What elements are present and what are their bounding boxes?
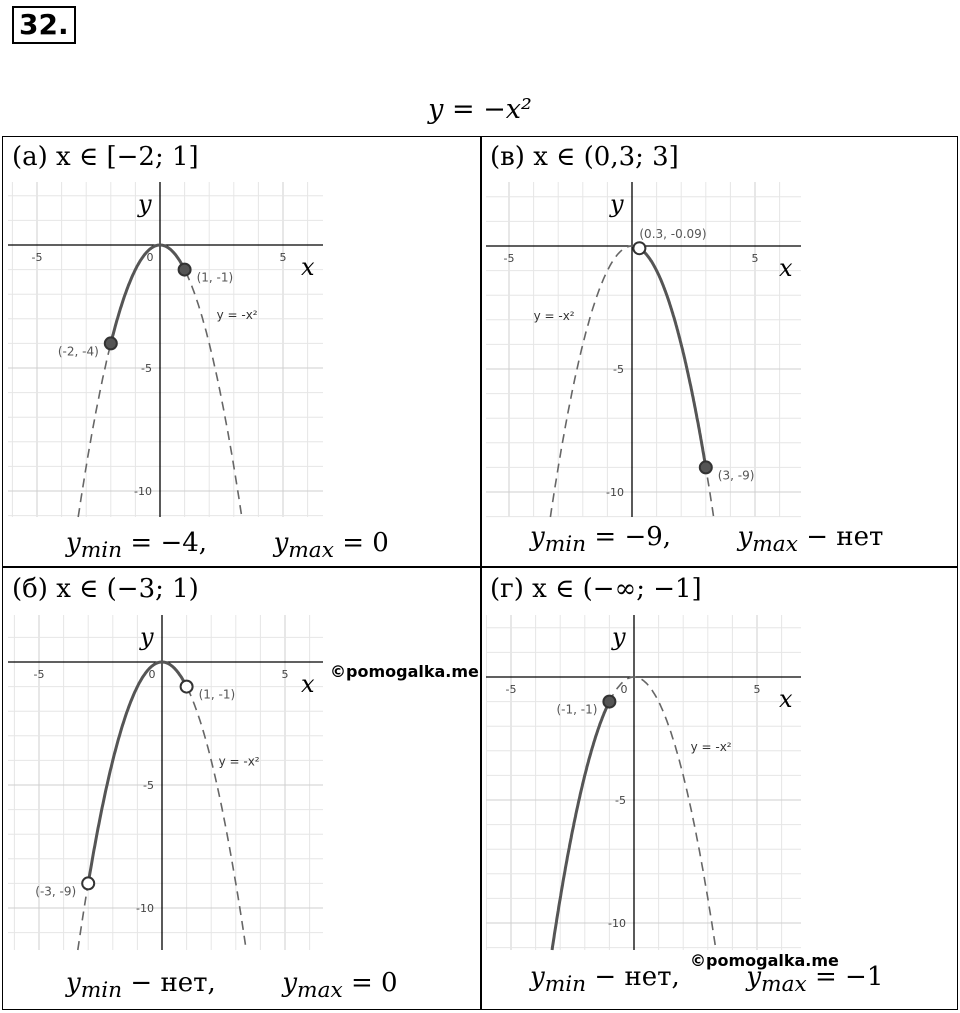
curve-solid [639,248,705,467]
tick-label: -5 [503,252,515,265]
point-marker [700,461,712,473]
ymax-subscript: max [297,978,343,1004]
x-axis-label: x [779,685,793,713]
panel-v-result [530,522,883,557]
point-marker [633,242,645,254]
ymax-subscript: max [752,532,798,558]
ymax-subscript: max [761,972,807,998]
tick-label: -5 [143,779,154,792]
point-marker [179,264,191,276]
tick-label: -5 [613,363,624,376]
graph-panel-b [8,615,328,955]
panel-g-label: (г) x ∈ (−∞; −1] [490,574,702,604]
curve-label: y = -x² [216,307,258,322]
ymin-value: = −4, [122,528,208,558]
panel-v-label: (в) x ∈ (0,3; 3] [490,142,679,172]
curve-label: y = -x² [218,754,260,769]
ymin-subscript: min [80,538,123,564]
ymin-symbol: y [66,528,81,558]
tick-label: 0 [146,251,154,264]
x-axis-label: x [301,670,315,698]
y-axis-label: y [138,190,152,218]
ymax-value: = 0 [342,968,398,998]
graph-panel-g [486,615,806,955]
ymin-value: = −9, [586,522,672,552]
ymin-symbol: y [66,968,81,998]
ymin-subscript: min [544,532,587,558]
y-axis-label: y [612,623,626,651]
tick-label: -10 [608,917,626,930]
graph-panel-a [8,182,328,522]
point-label: (-2, -4) [57,344,99,359]
tick-label: -5 [141,362,152,375]
watermark: ©pomogalka.me [330,662,479,681]
tick-label: 5 [751,252,759,265]
ymin-value: − нет, [586,962,680,992]
graph-panel-v [486,182,806,522]
tick-label: -10 [606,486,624,499]
tick-label: 0 [148,668,156,681]
point-marker [82,877,94,889]
ymax-symbol: y [282,968,298,998]
tick-label: -5 [505,683,517,696]
tick-label: 0 [620,683,628,696]
curve-label: y = -x² [533,308,575,323]
x-axis-label: x [779,254,793,282]
ymin-subscript: min [544,972,587,998]
horizontal-divider [2,566,958,568]
function-title: y = −x² [428,94,532,125]
x-axis-label: x [301,253,315,281]
point-label: (1, -1) [198,687,236,702]
y-axis-label: y [610,190,624,218]
ymin-symbol: y [530,522,545,552]
point-marker [181,681,193,693]
ymin-symbol: y [530,962,545,992]
panel-b-label: (б) x ∈ (−3; 1) [12,574,199,604]
tick-label: -10 [134,485,152,498]
vertical-divider [480,136,482,1010]
point-label: (3, -9) [717,468,755,483]
problem-number: 32. [12,6,76,44]
tick-label: 5 [281,668,289,681]
tick-label: -5 [31,251,43,264]
point-label: (1, -1) [196,270,234,285]
tick-label: 5 [753,683,761,696]
ymin-subscript: min [80,978,123,1004]
ymax-subscript: max [288,538,334,564]
ymax-symbol: y [737,522,753,552]
point-label: (-1, -1) [556,702,598,717]
ymax-symbol: y [746,962,762,992]
point-label: (0.3, -0.09) [639,227,707,242]
ymax-value: = 0 [333,528,389,558]
watermark: ©pomogalka.me [690,951,839,970]
tick-label: -5 [33,668,45,681]
point-marker [105,337,117,349]
panel-a-result [66,528,389,563]
ymax-value: = −1 [806,962,884,992]
ymax-value: − нет [797,522,884,552]
tick-label: 5 [279,251,287,264]
point-marker [603,696,615,708]
tick-label: -5 [615,794,626,807]
panel-b-result [66,968,398,1003]
panel-a-label: (а) x ∈ [−2; 1] [12,142,199,172]
y-axis-label: y [140,623,154,651]
ymax-symbol: y [273,528,289,558]
tick-label: -10 [136,902,154,915]
point-label: (-3, -9) [35,884,77,899]
curve-label: y = -x² [690,739,732,754]
ymin-value: − нет, [122,968,216,998]
